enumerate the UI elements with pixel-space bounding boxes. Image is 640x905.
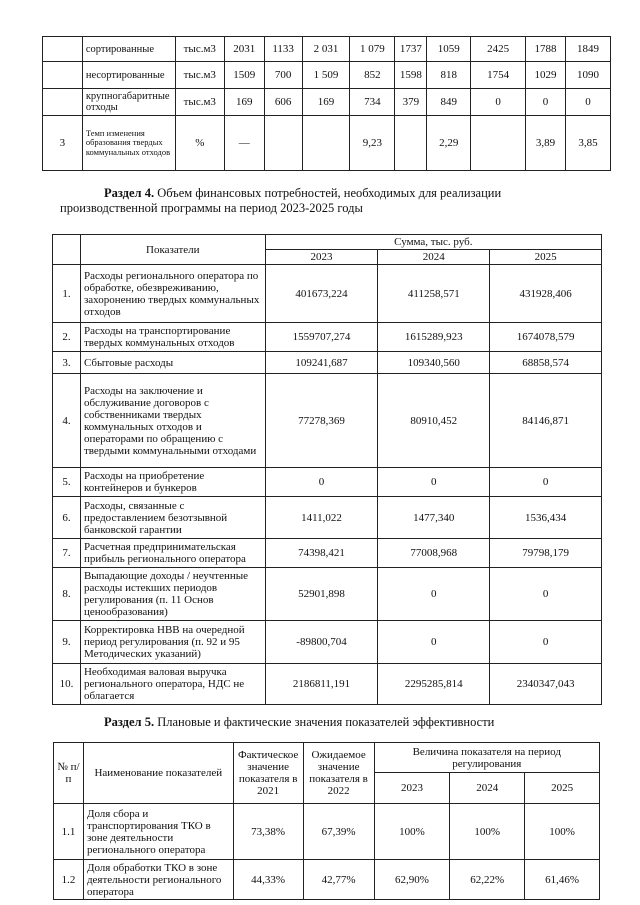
cell-value: 411258,571 xyxy=(378,265,490,323)
cell-value: 0 xyxy=(490,468,602,497)
cell-value: 818 xyxy=(427,62,471,89)
row-number: 3 xyxy=(43,116,83,171)
table-row xyxy=(53,265,602,323)
cell-value: 431928,406 xyxy=(490,265,602,323)
waste-volume-table xyxy=(42,36,611,171)
row-name: Темп изменения образования твердых коммунальных отходов xyxy=(82,116,175,171)
cell-value: 0 xyxy=(265,468,378,497)
cell-value xyxy=(264,116,302,171)
cell-value: 2295285,814 xyxy=(378,664,490,705)
table-row xyxy=(53,323,602,352)
row-name: Расходы, связанные с предоставлением безотзывной банковской гарантии xyxy=(80,497,265,539)
row-number: 7. xyxy=(53,539,81,568)
cell-value: 1788 xyxy=(526,37,566,62)
header-period: Величина показателя на период регулирования xyxy=(374,743,599,773)
cell-value: — xyxy=(224,116,264,171)
cell-value: 1737 xyxy=(395,37,427,62)
cell-value: 1029 xyxy=(526,62,566,89)
table-row xyxy=(43,62,611,89)
cell-value: 3,89 xyxy=(526,116,566,171)
cell-value: 100% xyxy=(374,804,450,860)
cell-value: 42,77% xyxy=(303,860,374,900)
cell-value: 67,39% xyxy=(303,804,374,860)
header-fact: Фактическое значение показателя в 2021 xyxy=(233,743,303,804)
cell-value: 77008,968 xyxy=(378,539,490,568)
cell-value: 0 xyxy=(471,89,526,116)
table-row xyxy=(53,621,602,664)
row-name: Доля обработки ТКО в зоне деятельности регионального оператора xyxy=(83,860,233,900)
cell-value: 0 xyxy=(490,621,602,664)
cell-value: 1674078,579 xyxy=(490,323,602,352)
header-num: № п/п xyxy=(54,743,84,804)
section-label: Раздел 5. xyxy=(104,715,155,729)
cell-value: 109340,560 xyxy=(378,352,490,374)
header-indicators: Показатели xyxy=(80,235,265,265)
cell-value: 3,85 xyxy=(565,116,610,171)
cell-value: 0 xyxy=(378,621,490,664)
row-name: Выпадающие доходы / неучтенные расходы истекших периодов регулирования (п. 11 Основ ценообразования) xyxy=(80,568,265,621)
section-label: Раздел 4. xyxy=(104,186,155,200)
cell-value: 1754 xyxy=(471,62,526,89)
table-row xyxy=(43,89,611,116)
cell-value: 109241,687 xyxy=(265,352,378,374)
table-row xyxy=(54,804,600,860)
efficiency-indicators-table xyxy=(53,742,600,900)
cell-value: 1 079 xyxy=(350,37,395,62)
table-row xyxy=(43,37,611,62)
row-number: 1. xyxy=(53,265,81,323)
table-row xyxy=(53,539,602,568)
table-row xyxy=(53,664,602,705)
cell-value: 2425 xyxy=(471,37,526,62)
section-title: Объем финансовых потребностей, необходимых для реализации производственной программы на период 2023-2025 годы xyxy=(60,186,502,215)
financial-needs-table xyxy=(52,234,602,705)
cell-value: 62,90% xyxy=(374,860,450,900)
cell-value xyxy=(471,116,526,171)
cell-value: 44,33% xyxy=(233,860,303,900)
section-title: Плановые и фактические значения показателей эффективности xyxy=(157,715,495,729)
table-row xyxy=(53,374,602,468)
row-name: несортированные xyxy=(82,62,175,89)
cell-value xyxy=(302,116,350,171)
row-unit: тыс.м3 xyxy=(175,37,224,62)
table-row xyxy=(53,497,602,539)
header-year: 2025 xyxy=(525,773,600,804)
table-header-row xyxy=(53,235,602,250)
cell-value: 0 xyxy=(526,89,566,116)
cell-value: 0 xyxy=(378,468,490,497)
row-name: крупногабаритные отходы xyxy=(82,89,175,116)
cell-value: 1615289,923 xyxy=(378,323,490,352)
row-number: 10. xyxy=(53,664,81,705)
row-number xyxy=(43,62,83,89)
cell-value: 100% xyxy=(525,804,600,860)
row-name: Доля сбора и транспортирования ТКО в зоне деятельности регионального оператора xyxy=(83,804,233,860)
cell-value: 77278,369 xyxy=(265,374,378,468)
cell-value: 61,46% xyxy=(525,860,600,900)
row-number xyxy=(43,37,83,62)
cell-value: 68858,574 xyxy=(490,352,602,374)
row-name: сортированные xyxy=(82,37,175,62)
cell-value xyxy=(395,116,427,171)
cell-value: 0 xyxy=(490,568,602,621)
table-row xyxy=(54,860,600,900)
table-row xyxy=(53,352,602,374)
row-number: 8. xyxy=(53,568,81,621)
cell-value: 401673,224 xyxy=(265,265,378,323)
row-name: Расчетная предпринимательская прибыль регионального оператора xyxy=(80,539,265,568)
cell-value: 0 xyxy=(565,89,610,116)
header-sum: Сумма, тыс. руб. xyxy=(265,235,601,250)
row-number: 9. xyxy=(53,621,81,664)
cell-value: 734 xyxy=(350,89,395,116)
cell-value: 1598 xyxy=(395,62,427,89)
row-name: Корректировка НВВ на очередной период регулирования (п. 92 и 95 Методических указаний) xyxy=(80,621,265,664)
cell-value: 79798,179 xyxy=(490,539,602,568)
header-year: 2023 xyxy=(265,250,378,265)
cell-value: 1536,434 xyxy=(490,497,602,539)
cell-value: 62,22% xyxy=(450,860,525,900)
cell-value: 2340347,043 xyxy=(490,664,602,705)
row-name: Расходы на заключение и обслуживание договоров с собственниками твердых коммунальных отходов и операторами по обращению с твердыми коммунальными отходами xyxy=(80,374,265,468)
row-number: 5. xyxy=(53,468,81,497)
row-number: 4. xyxy=(53,374,81,468)
table-row xyxy=(53,568,602,621)
cell-value: 1509 xyxy=(224,62,264,89)
cell-value: 100% xyxy=(450,804,525,860)
header-num xyxy=(53,235,81,265)
header-year: 2024 xyxy=(450,773,525,804)
cell-value: 169 xyxy=(224,89,264,116)
cell-value: 849 xyxy=(427,89,471,116)
row-unit: тыс.м3 xyxy=(175,89,224,116)
cell-value: 1849 xyxy=(565,37,610,62)
cell-value: 0 xyxy=(378,568,490,621)
cell-value: 84146,871 xyxy=(490,374,602,468)
row-number: 1.1 xyxy=(54,804,84,860)
cell-value: 2031 xyxy=(224,37,264,62)
cell-value: 73,38% xyxy=(233,804,303,860)
section-5-heading xyxy=(104,715,604,730)
cell-value: -89800,704 xyxy=(265,621,378,664)
row-name: Расходы на транспортирование твердых коммунальных отходов xyxy=(80,323,265,352)
row-number: 3. xyxy=(53,352,81,374)
cell-value: 852 xyxy=(350,62,395,89)
row-name: Необходимая валовая выручка регионального оператора, НДС не облагается xyxy=(80,664,265,705)
cell-value: 1133 xyxy=(264,37,302,62)
cell-value: 2,29 xyxy=(427,116,471,171)
header-year: 2025 xyxy=(490,250,602,265)
row-unit: % xyxy=(175,116,224,171)
table-row xyxy=(53,468,602,497)
row-unit: тыс.м3 xyxy=(175,62,224,89)
section-4-heading xyxy=(60,186,590,216)
cell-value: 80910,452 xyxy=(378,374,490,468)
header-name: Наименование показателей xyxy=(83,743,233,804)
cell-value: 169 xyxy=(302,89,350,116)
cell-value: 9,23 xyxy=(350,116,395,171)
cell-value: 606 xyxy=(264,89,302,116)
row-number: 1.2 xyxy=(54,860,84,900)
table-header-row xyxy=(54,743,600,773)
header-year: 2024 xyxy=(378,250,490,265)
row-number: 2. xyxy=(53,323,81,352)
cell-value: 52901,898 xyxy=(265,568,378,621)
cell-value: 700 xyxy=(264,62,302,89)
row-name: Расходы на приобретение контейнеров и бункеров xyxy=(80,468,265,497)
row-name: Сбытовые расходы xyxy=(80,352,265,374)
header-year: 2023 xyxy=(374,773,450,804)
cell-value: 1 509 xyxy=(302,62,350,89)
cell-value: 1411,022 xyxy=(265,497,378,539)
cell-value: 1059 xyxy=(427,37,471,62)
cell-value: 1559707,274 xyxy=(265,323,378,352)
cell-value: 74398,421 xyxy=(265,539,378,568)
cell-value: 1477,340 xyxy=(378,497,490,539)
cell-value: 2 031 xyxy=(302,37,350,62)
row-name: Расходы регионального оператора по обработке, обезвреживанию, захоронению твердых коммунальных отходов xyxy=(80,265,265,323)
row-number: 6. xyxy=(53,497,81,539)
row-number xyxy=(43,89,83,116)
cell-value: 379 xyxy=(395,89,427,116)
table-row xyxy=(43,116,611,171)
header-expected: Ожидаемое значение показателя в 2022 xyxy=(303,743,374,804)
cell-value: 1090 xyxy=(565,62,610,89)
cell-value: 2186811,191 xyxy=(265,664,378,705)
